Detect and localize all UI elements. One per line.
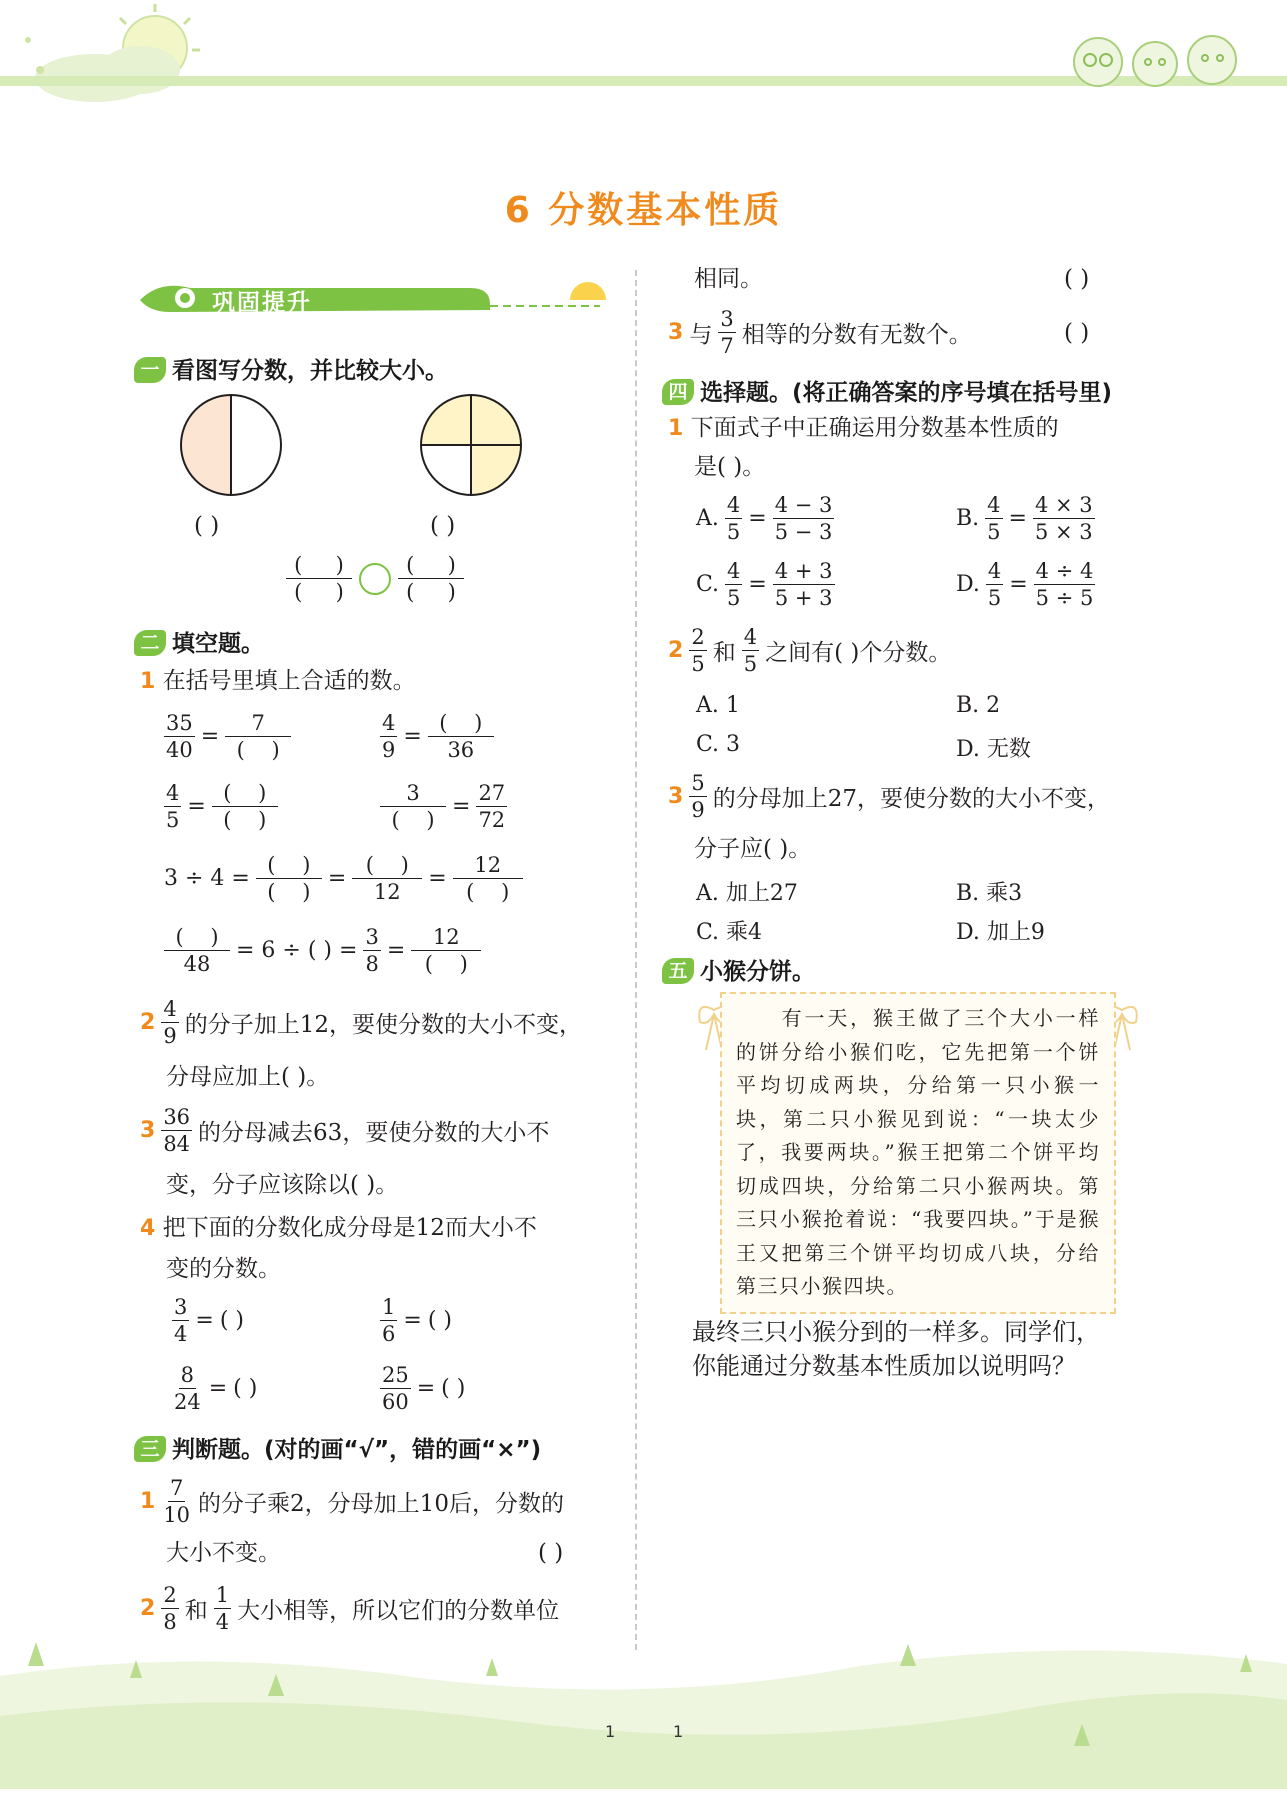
- numerator: 2: [689, 624, 706, 651]
- numerator: 4: [725, 558, 742, 585]
- numerator: 4 + 3: [773, 558, 835, 585]
- page-title: 6 分数基本性质: [504, 190, 783, 231]
- numerator: 3: [172, 1294, 189, 1321]
- answer-paren[interactable]: ( ): [538, 1540, 564, 1566]
- blank-fraction[interactable]: $\frac{( )}{36}$: [428, 710, 494, 764]
- fraction: [161, 1475, 192, 1529]
- denominator: 6: [382, 1322, 396, 1347]
- section-3-title: 判断题。(对的画“√”，错的画“×”): [172, 1437, 542, 1463]
- numerator: 27: [476, 780, 507, 807]
- equals-sign: =: [327, 866, 347, 892]
- denominator: 5: [987, 520, 1001, 545]
- answer-paren[interactable]: ( ): [233, 1376, 258, 1402]
- column-divider: [635, 270, 637, 1650]
- connector-text: 与: [689, 322, 713, 349]
- fraction: [718, 306, 735, 360]
- numerator: 4: [742, 624, 759, 651]
- question-text: 相等的分数有无数个。: [741, 322, 972, 349]
- denominator: 48: [183, 952, 211, 977]
- numerator: 25: [380, 1362, 411, 1389]
- denominator: 72: [478, 808, 506, 833]
- denominator: 4: [215, 1610, 230, 1635]
- equals-sign: =: [748, 506, 767, 532]
- answer-paren[interactable]: ( ): [441, 1376, 466, 1402]
- fraction: [363, 924, 380, 978]
- question-text: 大小相等，所以它们的分数单位: [237, 1598, 560, 1625]
- question-number: 3: [668, 320, 684, 346]
- question-text: 的分子乘2，分母加上10后，分数的: [198, 1491, 564, 1518]
- conversion-row: [380, 1294, 452, 1348]
- answer-paren[interactable]: ( ): [194, 513, 220, 539]
- question-text: 分母应加上( )。: [166, 1064, 330, 1090]
- numerator: 4 ÷ 4: [1034, 558, 1096, 585]
- fraction: [476, 780, 507, 834]
- numerator: 2: [161, 1582, 178, 1609]
- blank-fraction[interactable]: $\frac{12}{( )}$: [453, 852, 523, 906]
- fraction: [164, 710, 195, 764]
- equals-sign: =: [200, 724, 220, 750]
- footer-landscape: [0, 1636, 1287, 1789]
- question-2-2: [140, 996, 582, 1050]
- fraction: [986, 558, 1003, 612]
- equation-row: [164, 710, 291, 764]
- section-3-heading: [134, 1431, 541, 1464]
- denominator: 24: [174, 1390, 201, 1415]
- numerator: 4: [164, 780, 181, 807]
- blank-fraction[interactable]: $\frac{12}{( )}$: [411, 924, 481, 978]
- numerator: 7: [225, 710, 291, 737]
- blank-fraction[interactable]: $\frac{( )}{( )}$: [256, 852, 322, 906]
- section-2-heading: [134, 625, 264, 658]
- choice-option[interactable]: A. 1: [696, 693, 740, 718]
- connector-text: 和: [712, 640, 736, 667]
- denominator: 5: [726, 520, 741, 545]
- answer-paren[interactable]: ( ): [430, 513, 456, 539]
- fraction: [725, 558, 742, 612]
- equals-sign: =: [386, 938, 406, 964]
- denominator: 5 ÷ 5: [1035, 586, 1094, 611]
- section-3-badge: 三: [134, 1436, 166, 1462]
- denominator: 9: [691, 798, 705, 823]
- denominator: 9: [382, 738, 396, 763]
- question-number: 3: [668, 784, 684, 810]
- denominator: 5 + 3: [774, 586, 833, 611]
- denominator: 12: [373, 880, 401, 905]
- section-4-badge: 四: [662, 379, 694, 405]
- equals-sign: =: [208, 1376, 228, 1402]
- equals-sign: =: [195, 1308, 214, 1334]
- numerator: 4: [725, 492, 742, 519]
- question-4-2: [668, 624, 951, 678]
- fraction: [380, 1362, 411, 1416]
- question-number: 1: [140, 669, 156, 694]
- choice-option[interactable]: [956, 558, 1095, 612]
- denominator: 5: [727, 586, 741, 611]
- equation-row: [164, 780, 278, 834]
- question-4-1: [668, 415, 1059, 443]
- numerator: 4 − 3: [773, 492, 835, 519]
- story-question: 最终三只小猴分到的一样多。同学们，: [692, 1318, 1100, 1346]
- numerator: 3: [363, 924, 380, 951]
- section-4-title: 选择题。(将正确答案的序号填在括号里): [700, 380, 1113, 406]
- conversion-row: [380, 1362, 465, 1416]
- fraction: [1034, 558, 1096, 612]
- question-text: 分子应( )。: [694, 836, 812, 862]
- denominator: 84: [163, 1132, 191, 1157]
- fraction: [172, 1294, 189, 1348]
- denominator: 36: [447, 738, 475, 763]
- option-label: C.: [696, 572, 720, 598]
- question-text: 的分子加上12，要使分数的大小不变，: [184, 1012, 582, 1039]
- circle-halves: [178, 392, 284, 502]
- fraction: [985, 492, 1002, 546]
- denominator: 5: [691, 652, 705, 677]
- section-1-title: 看图写分数，并比较大小。: [172, 358, 448, 384]
- fraction: [380, 710, 397, 764]
- conversion-row: [172, 1362, 257, 1416]
- page-number: 1: [605, 1722, 616, 1741]
- answer-paren[interactable]: ( ): [219, 1308, 244, 1334]
- equals-sign: =: [748, 572, 767, 598]
- question-number: 1: [140, 1489, 156, 1515]
- question-text: 把下面的分数化成分母是12而大小不: [162, 1215, 537, 1241]
- equals-sign: =: [187, 794, 206, 820]
- numerator: 12: [453, 852, 523, 879]
- section-banner: [130, 270, 615, 325]
- blank-fraction[interactable]: $\frac{3}{( )}$: [380, 780, 446, 834]
- division-expression: = 6 ÷ ( ) =: [236, 938, 358, 964]
- question-2-1: [140, 668, 416, 696]
- numerator: 1: [380, 1294, 397, 1321]
- section-5-badge: 五: [662, 958, 694, 984]
- fraction: [214, 1582, 231, 1636]
- numerator: 4 × 3: [1033, 492, 1095, 519]
- blank-fraction[interactable]: $\frac{( )}{( )}$: [212, 780, 278, 834]
- question-number: 2: [668, 638, 684, 664]
- question-2-4: [140, 1215, 537, 1243]
- denominator: 5 − 3: [774, 520, 833, 545]
- denominator: 8: [365, 952, 379, 977]
- numerator: 8: [179, 1362, 196, 1389]
- question-number: 2: [140, 1010, 156, 1036]
- denominator: 5: [166, 808, 180, 833]
- numerator: 7: [168, 1475, 185, 1502]
- story-box: [720, 992, 1116, 1314]
- choice-option[interactable]: [696, 558, 835, 612]
- fraction: [172, 1362, 203, 1416]
- choice-option[interactable]: [696, 492, 834, 546]
- fraction: [164, 780, 181, 834]
- division-expression: 3 ÷ 4 =: [164, 866, 250, 892]
- blank-fraction[interactable]: $\frac{( )}{48}$: [164, 924, 230, 978]
- question-2-3: [140, 1104, 549, 1158]
- numerator: 5: [689, 770, 706, 797]
- fraction: [1033, 492, 1095, 546]
- equation-row: [164, 924, 481, 978]
- choice-option[interactable]: C. 乘4: [696, 920, 763, 945]
- fraction: [773, 492, 835, 546]
- section-2-title: 填空题。: [172, 631, 264, 657]
- question-text: 的分母减去63，要使分数的大小不: [198, 1120, 550, 1147]
- denominator: 5: [743, 652, 758, 677]
- equals-sign: =: [452, 794, 471, 820]
- equals-sign: =: [403, 1308, 422, 1334]
- question-number: 3: [140, 1118, 156, 1144]
- question-text: 下面式子中正确运用分数基本性质的: [690, 415, 1059, 441]
- question-text: 是( )。: [694, 454, 766, 480]
- question-3-3: [668, 306, 972, 360]
- section-5-title: 小猴分饼。: [700, 959, 815, 985]
- connector-text: 和: [184, 1598, 208, 1625]
- question-text: 的分母加上27，要使分数的大小不变，: [712, 786, 1110, 813]
- conversion-row: [172, 1294, 244, 1348]
- denominator: 5: [987, 586, 1002, 611]
- compare-circle-icon[interactable]: [358, 562, 392, 596]
- question-text: 变的分数。: [166, 1256, 281, 1282]
- section-2-badge: 二: [134, 630, 166, 656]
- question-3-2: [140, 1582, 559, 1636]
- question-text: 变，分子应该除以( )。: [166, 1172, 399, 1198]
- fraction: [380, 1294, 397, 1348]
- question-text: 在括号里填上合适的数。: [162, 668, 416, 694]
- section-1-badge: 一: [134, 357, 166, 383]
- story-text: 有一天，猴王做了三个大小一样的饼分给小猴们吃，它先把第一个饼平均切成两块，分给第一只小猴一块，第二只小猴见到说：“一块太少了，我要两块。”猴王把第二个饼平均切成四块，分给第二只小猴两块。第三只小猴抢着说：“我要四块。”于是猴王又把第三个饼平均切成八块，分给第三只小猴四块。: [736, 1006, 1100, 1298]
- equation-row: [164, 852, 523, 906]
- answer-paren[interactable]: ( ): [427, 1308, 452, 1334]
- denominator: 8: [163, 1610, 177, 1635]
- equation-row: [380, 710, 494, 764]
- question-4-3: [668, 770, 1110, 824]
- equals-sign: =: [1009, 572, 1028, 598]
- choice-option[interactable]: A. 加上27: [696, 881, 798, 906]
- numerator: 3: [380, 780, 446, 807]
- fraction: [689, 770, 706, 824]
- numerator: 35: [164, 710, 195, 737]
- choice-option[interactable]: B. 乘3: [956, 881, 1023, 906]
- page-number: 1: [673, 1722, 684, 1741]
- numerator: 4: [986, 558, 1003, 585]
- question-number: 1: [668, 416, 684, 441]
- choice-option[interactable]: D. 无数: [956, 737, 1031, 762]
- fraction: [725, 492, 742, 546]
- question-text: 之间有( )个分数。: [765, 640, 952, 667]
- story-question: 你能通过分数基本性质加以说明吗？: [692, 1352, 1076, 1380]
- cartoon-animals-icon: [1060, 20, 1250, 90]
- section-1-heading: [134, 352, 448, 385]
- numerator: 36: [161, 1104, 192, 1131]
- denominator: 10: [163, 1503, 191, 1528]
- equation-row: [380, 780, 507, 834]
- fraction: [161, 1582, 178, 1636]
- question-number: 2: [140, 1596, 156, 1622]
- fraction: [689, 624, 706, 678]
- denominator: 7: [720, 334, 734, 359]
- numerator: 12: [411, 924, 481, 951]
- numerator: 3: [718, 306, 735, 333]
- choice-option[interactable]: D. 加上9: [956, 920, 1045, 945]
- answer-paren[interactable]: ( ): [1064, 320, 1090, 346]
- fraction: [742, 624, 759, 678]
- equals-sign: =: [416, 1376, 436, 1402]
- blank-fraction[interactable]: $\frac{( )}{( )}$: [286, 552, 352, 606]
- circle-quarters: [418, 392, 524, 502]
- fraction: [773, 558, 835, 612]
- blank-fraction[interactable]: $\frac{( )}{12}$: [352, 852, 422, 906]
- denominator: 40: [166, 738, 193, 763]
- option-label: A.: [696, 506, 719, 532]
- numerator: 4: [380, 710, 397, 737]
- denominator: 4: [174, 1322, 188, 1347]
- numerator: 4: [985, 492, 1002, 519]
- equals-sign: =: [428, 866, 447, 892]
- numerator: 4: [161, 996, 178, 1023]
- question-text: 大小不变。: [166, 1540, 281, 1566]
- denominator: 60: [382, 1390, 409, 1415]
- whale-banner-icon: [130, 270, 615, 325]
- answer-paren[interactable]: ( ): [1064, 266, 1090, 292]
- denominator: 5 × 3: [1034, 520, 1093, 545]
- blank-fraction[interactable]: $\frac{( )}{( )}$: [398, 552, 464, 606]
- fraction: [161, 1104, 192, 1158]
- option-label: B.: [956, 506, 980, 532]
- choice-option[interactable]: C. 3: [696, 732, 741, 757]
- question-text: 相同。: [694, 266, 763, 292]
- fraction: [161, 996, 178, 1050]
- choice-option[interactable]: B. 2: [956, 693, 1001, 718]
- compare-row: [286, 552, 464, 606]
- blank-fraction[interactable]: $\frac{7}{( )}$: [225, 710, 291, 764]
- section-banner-label: 巩固提升: [212, 290, 312, 316]
- equals-sign: =: [403, 724, 422, 750]
- denominator: 9: [163, 1024, 177, 1049]
- question-number: 4: [140, 1216, 156, 1241]
- section-4-heading: [662, 374, 1112, 407]
- section-5-heading: [662, 953, 815, 986]
- equals-sign: =: [1008, 506, 1027, 532]
- numerator: 1: [214, 1582, 231, 1609]
- choice-option[interactable]: [956, 492, 1095, 546]
- option-label: D.: [956, 572, 980, 598]
- question-3-1: [140, 1475, 564, 1529]
